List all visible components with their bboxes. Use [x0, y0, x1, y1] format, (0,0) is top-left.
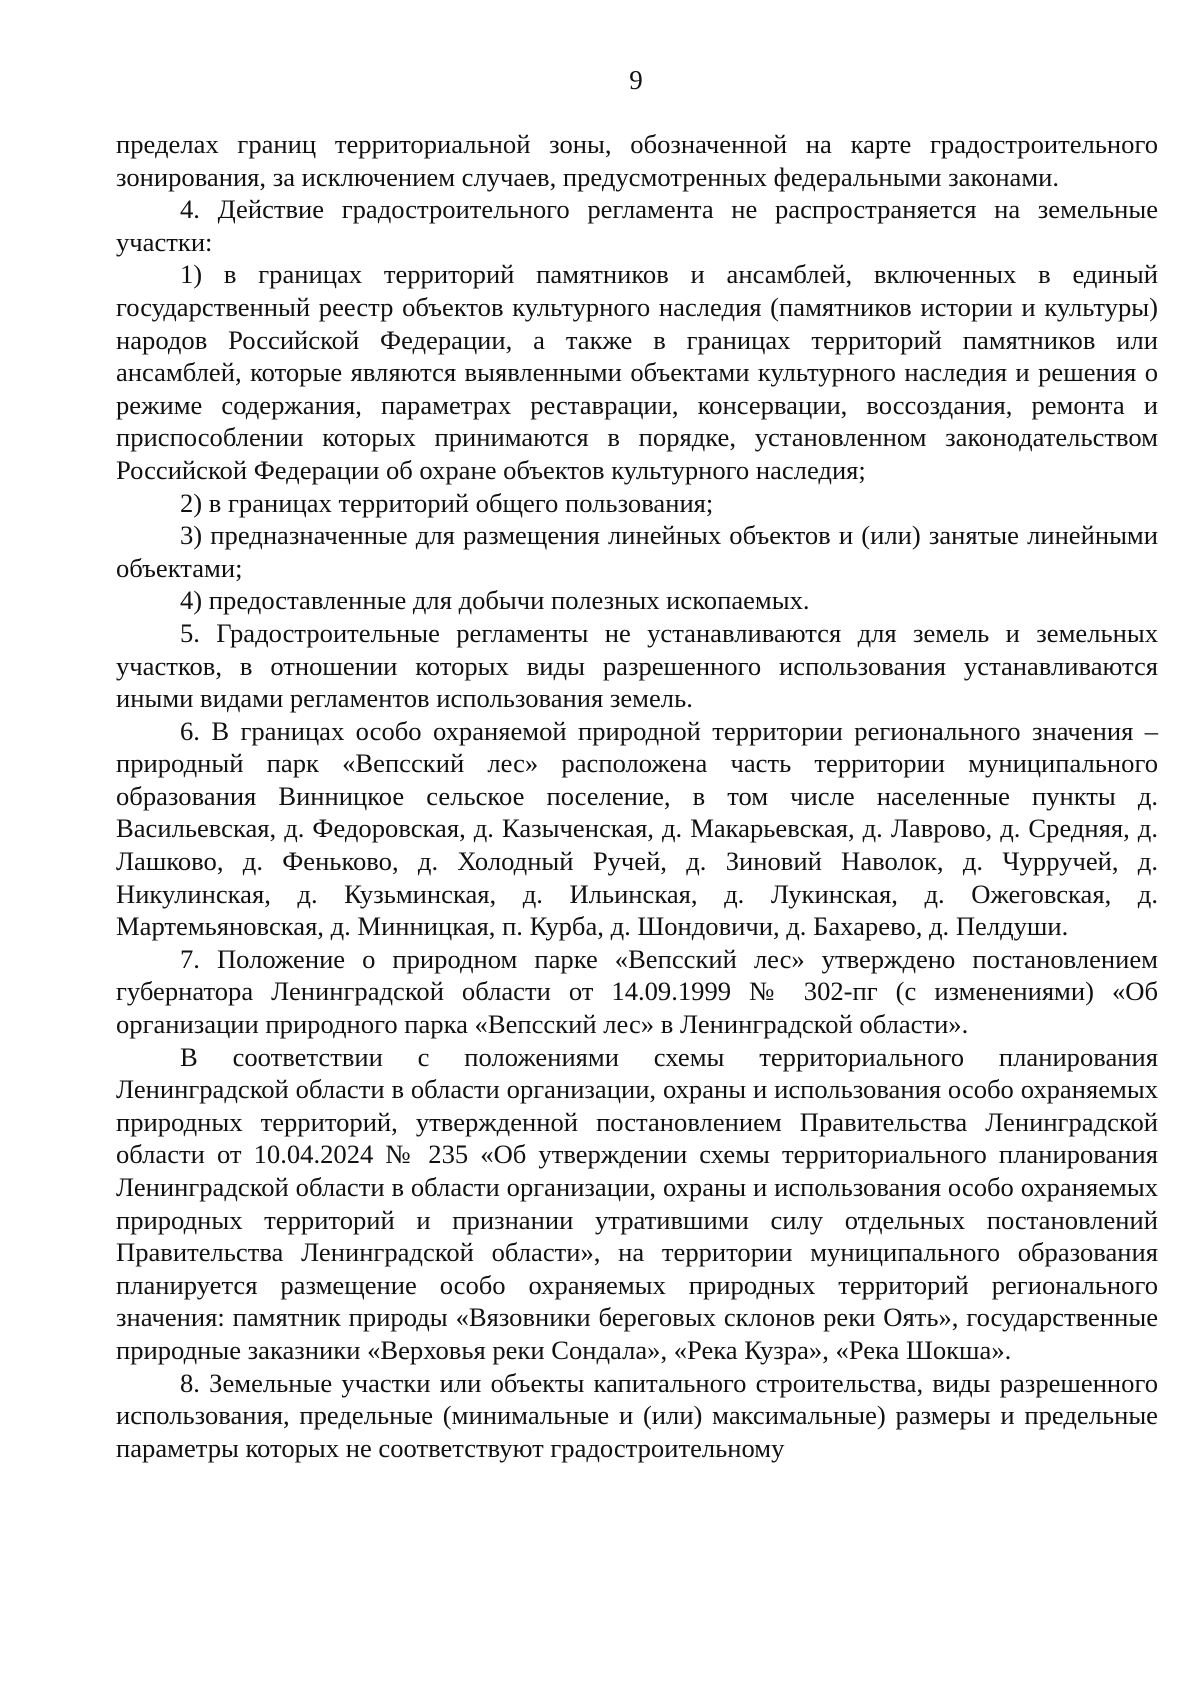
- subitem-1: 1) в границах территорий памятников и ансамблей, включенных в единый государственный реестр объектов культурного наследия (памятников истории и культуры) народов Российской Федерации, а также в границах территорий памятников или ансамблей, которые являются выявленными объектами культурного наследия и решения о режиме содержания, параметрах реставрации, консервации, воссоздания, ремонта и приспособлении которых принимаются в порядке, установленном законодательством Российской Федерации об охране объектов культурного наследия;: [116, 259, 1158, 485]
- paragraph-item-6: 6. В границах особо охраняемой природной территории регионального значения – природный парк «Вепсский лес» расположена часть территории муниципального образования Винницкое сельское поселение, в том числе населенные пункты д. Васильевская, д. Федоровская, д. Казыченская, д. Макарьевская, д. Лаврово, д. Средняя, д. Лашково, д. Феньково, д. Холодный Ручей, д. Зиновий Наволок, д. Чурручей, д. Никулинская, д. Кузьминская, д. Ильинская, д. Лукинская, д. Ожеговская, д. Мартемьяновская, д. Минницкая, п. Курба, д. Шондовичи, д. Бахарево, д. Пелдуши.: [116, 715, 1158, 942]
- subitem-2: 2) в границах территорий общего пользования;: [180, 487, 714, 518]
- document-body: [116, 128, 1158, 1464]
- subitem-4: 4) предоставленные для добычи полезных ископаемых.: [180, 585, 810, 616]
- paragraph-item-8: 8. Земельные участки или объекты капитального строительства, виды разрешенного использования, предельные (минимальные и (или) максимальные) размеры и предельные параметры которых не соответствуют градостроительному: [116, 1367, 1158, 1463]
- paragraph-item-7: 7. Положение о природном парке «Вепсский лес» утверждено постановлением губернатора Ленинградской области от 14.09.1999 № 302-пг (с изменениями) «Об организации природного парка «Вепсский лес» в Ленинградской области».: [116, 943, 1158, 1040]
- paragraph-continuation: пределах границ территориальной зоны, обозначенной на карте градостроительного зонирования, за исключением случаев, предусмотренных федеральными законами.: [116, 129, 1158, 192]
- paragraph-item-4: 4. Действие градостроительного регламента не распространяется на земельные участки:: [116, 194, 1158, 257]
- subitem-3: 3) предназначенные для размещения линейных объектов и (или) занятые линейными объектами;: [116, 520, 1158, 583]
- paragraph-territorial-planning: В соответствии с положениями схемы территориального планирования Ленинградской области в области организации, охраны и использования особо охраняемых природных территорий, утвержденной постановлением Правительства Ленинградской области от 10.04.2024 № 235 «Об утверждении схемы территориального планирования Ленинградской области в области организации, охраны и использования особо охраняемых природных территорий и признании утратившими силу отдельных постановлений Правительства Ленинградской области», на территории муниципального образования планируется размещение особо охраняемых природных территорий регионального значения: памятник природы «Вязовники береговых склонов реки Оять», государственные природные заказники «Верховья реки Сондала», «Река Кузра», «Река Шокша».: [116, 1041, 1158, 1365]
- page-number: 9: [629, 65, 643, 95]
- paragraph-item-5: 5. Градостроительные регламенты не устанавливаются для земель и земельных участков, в отношении которых виды разрешенного использования устанавливаются иными видами регламентов использования земель.: [116, 617, 1158, 714]
